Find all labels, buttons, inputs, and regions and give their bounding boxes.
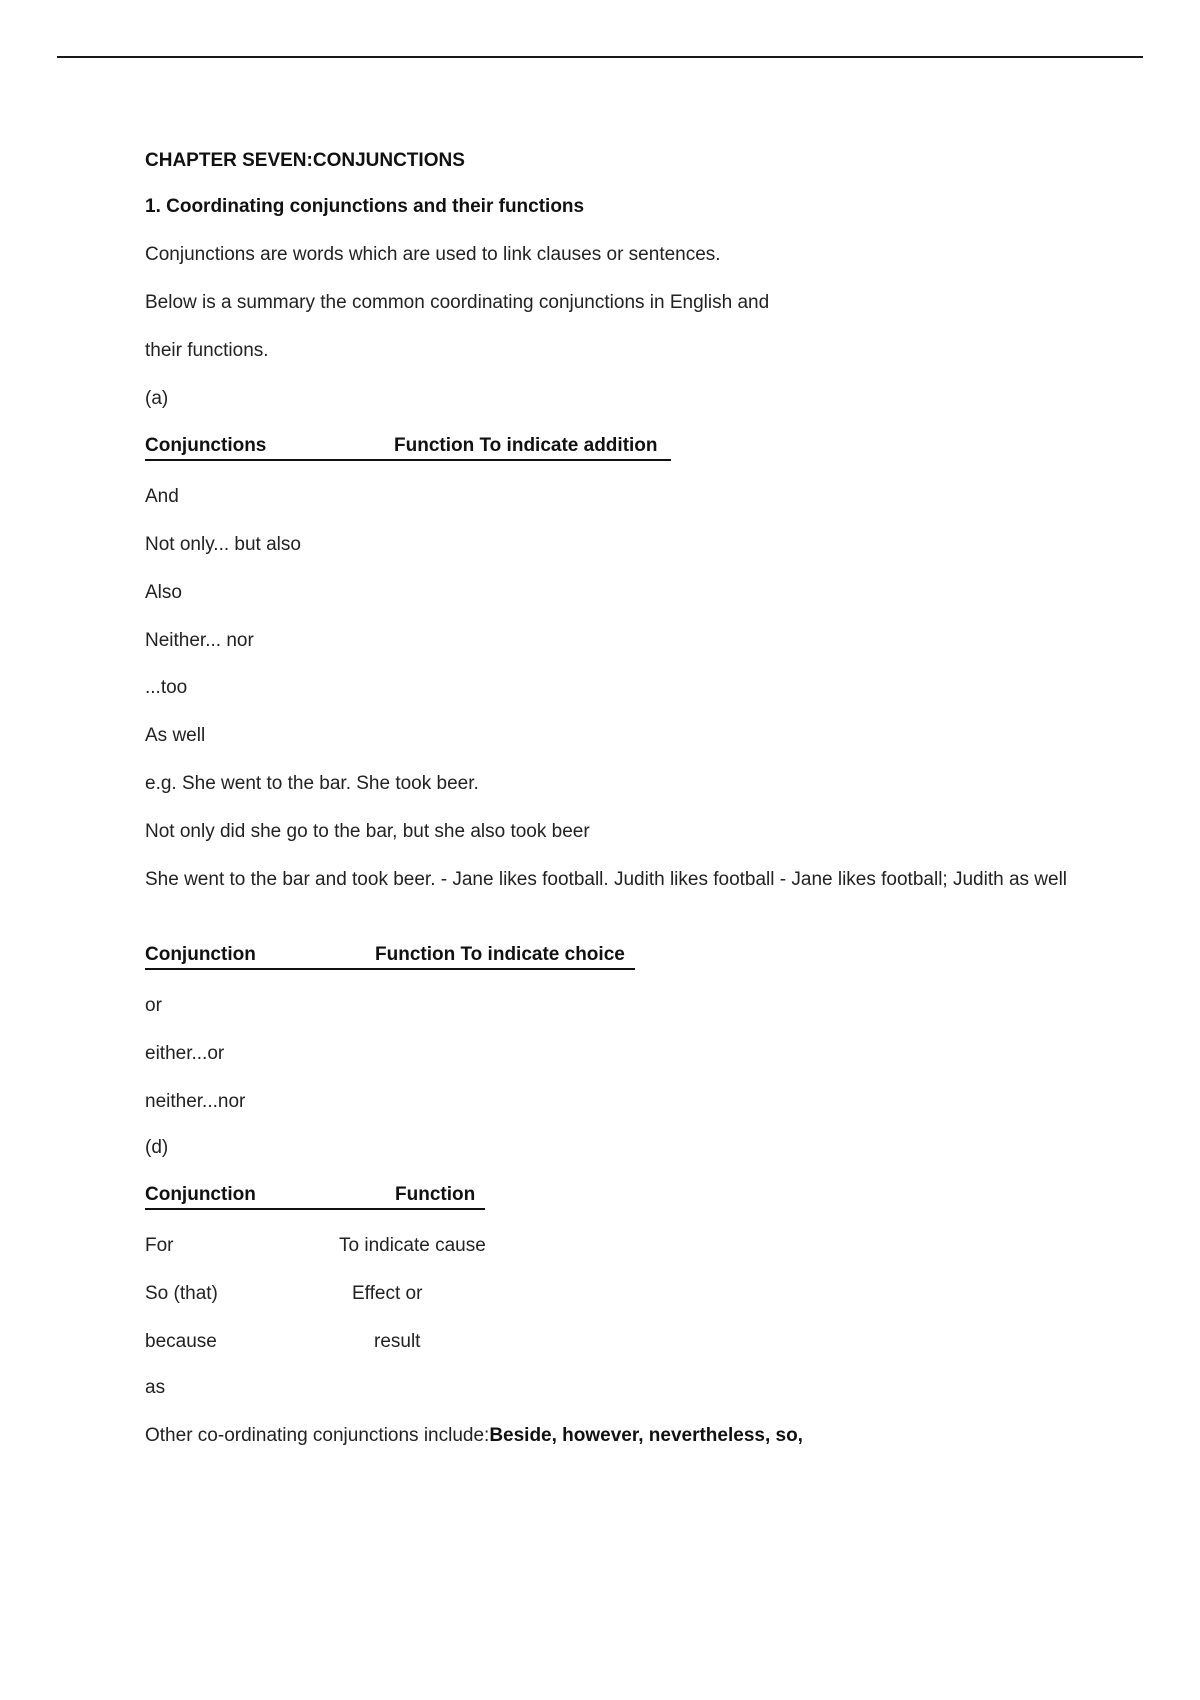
table-a-col2-heading: Function To indicate addition [394, 435, 658, 456]
table-a-col1-heading: Conjunctions [145, 435, 267, 456]
table-d-conjunction: because [145, 1331, 217, 1352]
table-d-function: result [374, 1331, 421, 1352]
intro-text: Conjunctions are words which are used to link clauses or sentences. [145, 244, 721, 265]
table-b-col1-heading: Conjunction [145, 944, 256, 965]
other-conjunctions-line [145, 1423, 803, 1449]
list-item: ...too [145, 677, 188, 698]
list-item: Neither... nor [145, 630, 254, 651]
list-item: either...or [145, 1043, 225, 1064]
list-item: or [145, 995, 162, 1016]
list-item: neither...nor [145, 1091, 246, 1112]
label-a: (a) [145, 388, 169, 409]
list-item: Also [145, 582, 182, 603]
summary-text-line-2: their functions. [145, 340, 269, 361]
example-line: She went to the bar and took beer. - Jane likes football. Judith likes football - Jane likes football; Judith as well [145, 869, 1068, 890]
table-d-conjunction: as [145, 1377, 166, 1398]
example-line: e.g. She went to the bar. She took beer. [145, 773, 479, 794]
table-d-function: Effect or [352, 1283, 423, 1304]
table-d-col1-heading: Conjunction [145, 1184, 256, 1205]
header-rule [57, 56, 1143, 58]
table-d-header [145, 1182, 485, 1210]
table-d-col2-heading: Function [395, 1184, 476, 1205]
table-d-function: To indicate cause [339, 1235, 486, 1256]
other-conjunctions-prefix: Other co-ordinating conjunctions include: [145, 1425, 490, 1446]
other-conjunctions-list: Beside, however, nevertheless, so, [489, 1425, 803, 1446]
example-line: Not only did she go to the bar, but she also took beer [145, 821, 590, 842]
table-b-col2-heading: Function To indicate choice [375, 944, 625, 965]
list-item: And [145, 486, 179, 507]
list-item: As well [145, 725, 206, 746]
chapter-title: CHAPTER SEVEN:CONJUNCTIONS [145, 150, 465, 171]
list-item: Not only... but also [145, 534, 301, 555]
table-d-conjunction: For [145, 1235, 174, 1256]
table-a-header [145, 433, 671, 461]
label-d: (d) [145, 1137, 169, 1158]
summary-text-line-1: Below is a summary the common coordinating conjunctions in English and [145, 292, 770, 313]
table-b-header [145, 942, 635, 970]
section-title: 1. Coordinating conjunctions and their functions [145, 196, 585, 217]
table-d-conjunction: So (that) [145, 1283, 218, 1304]
